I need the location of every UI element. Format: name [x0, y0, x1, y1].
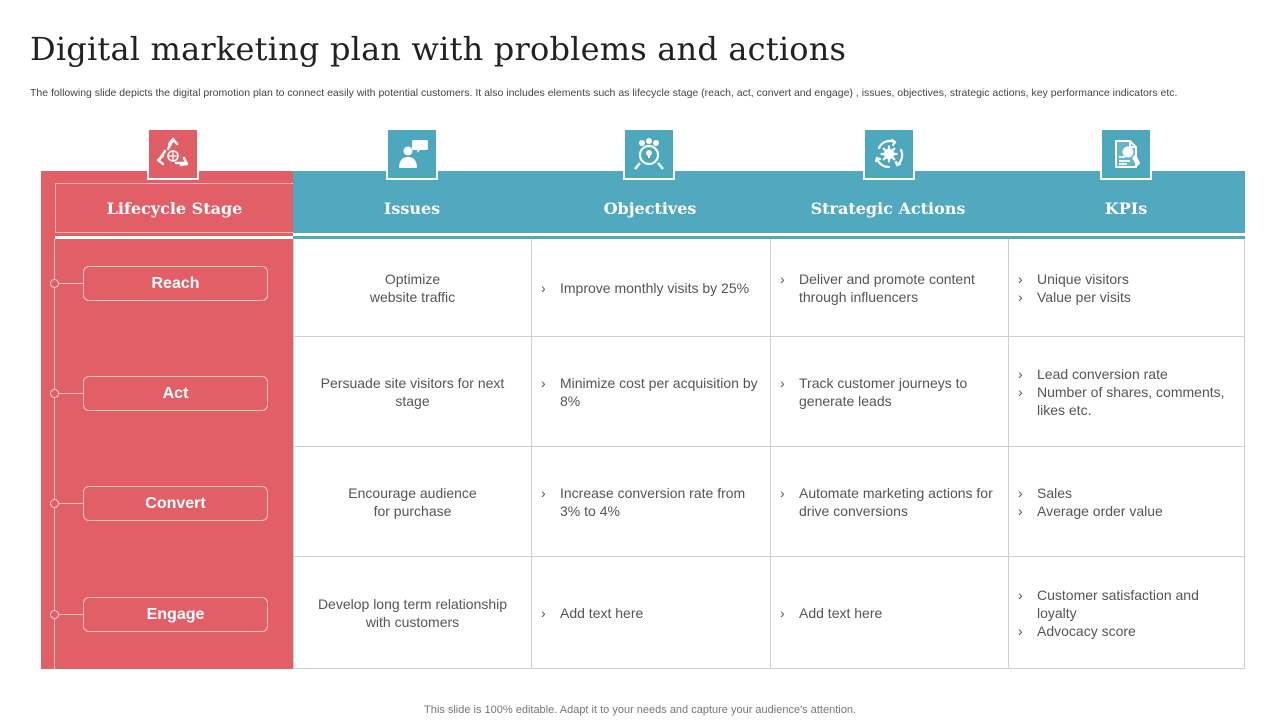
lifecycle-stage-header: Lifecycle Stage: [55, 183, 293, 233]
strategic-action-cell: [770, 447, 1008, 557]
lifecycle-panel: [41, 171, 293, 669]
stage-convert: Convert: [83, 486, 268, 521]
strategic-action-cell: [770, 239, 1008, 337]
report-chart-icon: [1100, 128, 1152, 180]
bullet-item: › Add text here: [541, 604, 643, 622]
issue-cell: [293, 447, 531, 557]
timeline-connector: [59, 614, 83, 615]
bullet-item: › Unique visitors: [1018, 270, 1131, 288]
recycle-icon: [147, 128, 199, 180]
slide-description: The following slide depicts the digital promotion plan to connect easily with potential customers. It also includes elements such as lifecycle stage (reach, act, convert and engage) , issues, objectives, strategic actions, key performance indicators etc.: [30, 87, 1178, 99]
team-idea-icon: [623, 128, 675, 180]
issue-cell: [293, 337, 531, 447]
objective-cell: [531, 557, 770, 669]
bullet-item: › Increase conversion rate from 3% to 4%: [541, 484, 762, 520]
issue-text: Persuade site visitors for next stage: [320, 374, 505, 409]
timeline-connector: [59, 503, 83, 504]
kpi-cell: [1008, 447, 1245, 557]
stage-engage: Engage: [83, 597, 268, 632]
bullet-item: › Value per visits: [1018, 288, 1131, 306]
timeline-line: [54, 239, 55, 669]
issue-cell: [293, 239, 531, 337]
person-speech-icon: [386, 128, 438, 180]
objective-cell: [531, 447, 770, 557]
footer-note: This slide is 100% editable. Adapt it to your needs and capture your audience's attention.: [424, 704, 856, 716]
issue-text: Encourage audience for purchase: [348, 484, 477, 519]
kpi-cell: [1008, 557, 1245, 669]
kpis-header: KPIs: [1104, 198, 1148, 218]
strategic-action-cell: [770, 337, 1008, 447]
gear-cycle-icon: [863, 128, 915, 180]
bullet-item: › Lead conversion rate: [1018, 365, 1237, 383]
bullet-item: › Improve monthly visits by 25%: [541, 279, 749, 297]
timeline-dot: [50, 499, 59, 508]
strategic-action-cell: [770, 557, 1008, 669]
kpi-cell: [1008, 239, 1245, 337]
timeline-dot: [50, 610, 59, 619]
bullet-item: › Customer satisfaction and loyalty: [1018, 586, 1237, 622]
timeline-dot: [50, 389, 59, 398]
bullet-item: › Deliver and promote content through influencers: [780, 270, 1000, 306]
objective-cell: [531, 337, 770, 447]
plan-table: [293, 239, 1245, 669]
objective-cell: [531, 239, 770, 337]
issues-header: Issues: [383, 198, 441, 218]
kpi-cell: [1008, 337, 1245, 447]
issue-text: Optimize website traffic: [369, 270, 456, 305]
stage-act: Act: [83, 376, 268, 411]
timeline-connector: [59, 283, 83, 284]
bullet-item: › Automate marketing actions for drive conversions: [780, 484, 1000, 520]
timeline-connector: [59, 393, 83, 394]
bullet-item: › Sales: [1018, 484, 1163, 502]
issue-cell: [293, 557, 531, 669]
issue-text: Develop long term relationship with customers: [317, 595, 508, 630]
slide-title: Digital marketing plan with problems and actions: [30, 30, 847, 68]
strategic-actions-header: Strategic Actions: [810, 198, 966, 218]
bullet-item: › Average order value: [1018, 502, 1163, 520]
stage-reach: Reach: [83, 266, 268, 301]
bullet-item: › Advocacy score: [1018, 622, 1237, 640]
bullet-item: › Add text here: [780, 604, 882, 622]
bullet-item: › Track customer journeys to generate leads: [780, 374, 1000, 410]
bullet-item: › Number of shares, comments, likes etc.: [1018, 383, 1237, 419]
timeline-dot: [50, 279, 59, 288]
lifecycle-separator: [55, 236, 293, 239]
bullet-item: › Minimize cost per acquisition by 8%: [541, 374, 762, 410]
objectives-header: Objectives: [603, 198, 697, 218]
